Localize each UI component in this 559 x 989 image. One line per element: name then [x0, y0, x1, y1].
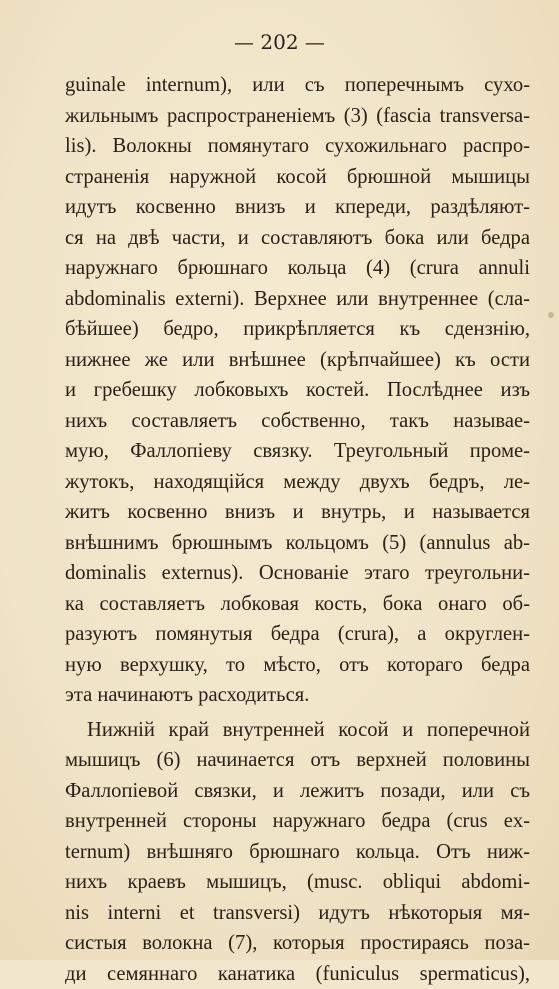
body-text — [65, 70, 530, 989]
text-line: нихъ составляетъ собственно, такъ называе- — [65, 406, 530, 437]
text-line: жутокъ, находящійся между двухъ бедръ, ле- — [65, 467, 530, 498]
text-line: guinale internum), или съ поперечнымъ сухо- — [65, 70, 530, 101]
text-line: идутъ косвенно внизъ и кпереди, раздѣляют- — [65, 192, 530, 223]
text-line: lis). Волокны помянутаго сухожильнаго распро- — [65, 131, 530, 162]
text-line: разуютъ помянутыя бедра (crura), а округлен- — [65, 619, 530, 650]
text-line: dominalis externus). Основаніе этаго треугольни- — [65, 558, 530, 589]
text-line: nis interni et transversi) идутъ нѣкоторыя мя- — [65, 898, 530, 929]
text-line: внутренней стороны наружнаго бедра (crus ex- — [65, 806, 530, 837]
text-line: abdominalis externi). Верхнее или внутреннее (сла- — [65, 284, 530, 315]
text-line: ternum) внѣшняго брюшнаго кольца. Отъ ниж- — [65, 837, 530, 868]
text-line: систыя волокна (7), которыя простираясь поза- — [65, 928, 530, 959]
text-line: и гребешку лобковыхъ костей. Послѣднее изъ — [65, 375, 530, 406]
text-line: нижнее же или внѣшнее (крѣпчайшее) къ ости — [65, 345, 530, 376]
paragraph-1 — [65, 70, 530, 711]
text-line: Фаллопіевой связки, и лежитъ позади, или съ — [65, 776, 530, 807]
text-line: ную верхушку, то мѣсто, отъ котораго бедра — [65, 650, 530, 681]
paragraph-2 — [65, 715, 530, 989]
text-line: житъ косвенно внизъ и внутрь, и называется — [65, 497, 530, 528]
text-line: мышицъ (6) начинается отъ верхней половины — [65, 745, 530, 776]
text-line: бѣйшее) бедро, прикрѣпляется къ сдензнію, — [65, 314, 530, 345]
text-line: мую, Фаллопіеву связку. Треугольный проме- — [65, 436, 530, 467]
paper-blemish — [548, 312, 554, 318]
text-line: жильнымъ распространеніемъ (3) (fascia transversa- — [65, 101, 530, 132]
text-line: Нижній край внутренней косой и поперечной — [65, 715, 530, 746]
text-line: страненія наружной косой брюшной мышицы — [65, 162, 530, 193]
text-line: ди семяннаго канатика (funiculus spermaticus), — [65, 959, 530, 989]
text-line: наружнаго брюшнаго кольца (4) (crura annuli — [65, 253, 530, 284]
text-line: эта начинаютъ расходиться. — [65, 680, 530, 711]
page-number: — 202 — — [0, 30, 559, 54]
text-line: ся на двѣ части, и составляютъ бока или бедра — [65, 223, 530, 254]
text-line: внѣшнимъ брюшнымъ кольцомъ (5) (annulus ab- — [65, 528, 530, 559]
text-line: нихъ краевъ мышицъ, (musc. obliqui abdomi- — [65, 867, 530, 898]
text-line: ка составляетъ лобковая кость, бока онаго об- — [65, 589, 530, 620]
